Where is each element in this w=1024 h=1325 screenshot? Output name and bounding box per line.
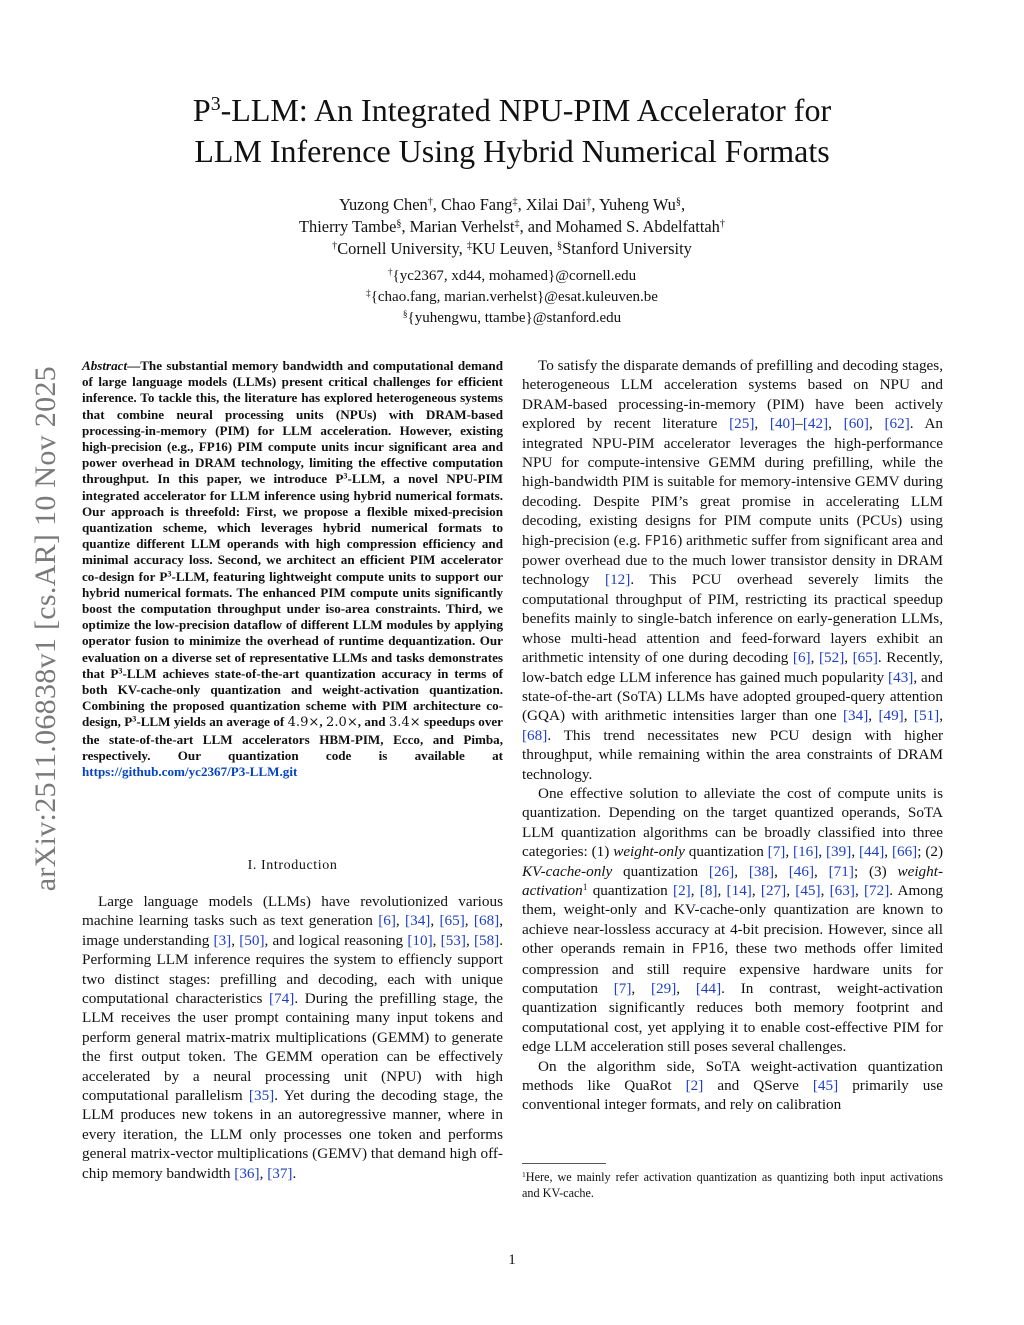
citation: [16] xyxy=(793,843,819,861)
affiliation-mark: † xyxy=(332,240,338,252)
citation: [65] xyxy=(852,649,878,667)
citation: [29] xyxy=(650,980,677,997)
email-addresses: {yuhengwu, ttambe}@stanford.edu xyxy=(407,310,622,326)
citation: [26] xyxy=(708,862,735,880)
citation: [12] xyxy=(605,571,631,589)
citation: [50] xyxy=(239,931,265,949)
text-run: . This trend necessitates new PCU design with higher throughput, while remaining within the area constraints of DRAM technology. xyxy=(522,726,943,783)
separator: , xyxy=(591,195,599,214)
citation: [2] xyxy=(685,1077,704,1095)
citation: [63] xyxy=(829,881,855,899)
affiliation-mark: § xyxy=(557,240,563,252)
speedup-value: 2.0× xyxy=(326,715,358,731)
text-run: . In contrast, weight-activation quantization significantly reduces both memory footprint and computational cost, yet applying it to enable cost-effective PIM for edge LLM acceleration still poses several challenges. xyxy=(522,980,944,1056)
author-name: Mohamed S. Abdelfattah xyxy=(555,217,720,236)
text-run: , xyxy=(259,1164,268,1182)
text-run: , xyxy=(854,881,864,899)
citation: [72] xyxy=(863,881,890,899)
emphasis: weight-only xyxy=(613,843,685,861)
separator: , and xyxy=(519,217,556,236)
separator: , xyxy=(517,195,526,214)
text-run: ) arithmetic suffer from significant area and power overhead due to the much lower transistor density in DRAM technology xyxy=(522,531,944,589)
affiliation-mark: ‡ xyxy=(366,288,371,299)
affiliation-mark: † xyxy=(387,267,393,278)
text-run: , xyxy=(868,707,879,725)
text-run: , xyxy=(868,415,885,433)
author-name: Xilai Dai xyxy=(525,195,587,214)
affiliation-mark: § xyxy=(402,309,408,320)
text-run: . Among them, weight-only and KV-cache-only quantization are known to achieve near-lossless accuracy at 4-bit precision. However, since all other operands remain in xyxy=(522,881,944,958)
text-run: , xyxy=(774,862,789,880)
citation: [42] xyxy=(802,415,829,433)
citation: [44] xyxy=(695,980,722,997)
text-run: Large language models (LLMs) have revolutionized various machine learning tasks such as text generation xyxy=(82,893,503,930)
citation: [45] xyxy=(812,1077,839,1095)
author-name: Chao Fang xyxy=(441,195,513,214)
author-name: Yuheng Wu xyxy=(598,195,676,214)
footnote-divider xyxy=(522,1163,606,1164)
affiliation-name: KU Leuven, xyxy=(471,239,558,258)
text-run: , xyxy=(751,881,761,899)
citation: [6] xyxy=(792,649,811,667)
text-run: , xyxy=(786,881,796,899)
text-run: , xyxy=(734,862,749,880)
text-run: , xyxy=(231,931,240,949)
text-run: , xyxy=(844,649,853,667)
text-run: quantization xyxy=(684,843,768,861)
text-run: , xyxy=(631,980,651,997)
text-run: , and logical reasoning xyxy=(264,931,408,949)
separator: , xyxy=(432,195,441,214)
affiliation-mark: ‡ xyxy=(512,196,518,208)
right-column xyxy=(522,356,943,1115)
text-run: primarily use conventional integer formats, and rely on calibration xyxy=(522,1077,943,1114)
arxiv-identifier-text: arXiv:2511.06838v1 [cs.AR] 10 Nov 2025 xyxy=(29,366,62,892)
text-run: and QServe xyxy=(703,1077,813,1095)
arxiv-identifier-stamp xyxy=(30,366,62,962)
author-line-2 xyxy=(80,216,944,238)
citation: [2] xyxy=(673,881,691,899)
author-name: Yuzong Chen xyxy=(338,195,428,214)
text-run: , xyxy=(828,415,844,433)
text-run: , xyxy=(676,980,696,997)
citation: [68] xyxy=(522,726,548,744)
text-run: , xyxy=(690,881,700,899)
monospace-term: FP16 xyxy=(691,941,725,958)
emphasis: KV-cache-only xyxy=(522,862,613,880)
monospace-term: FP16 xyxy=(644,532,678,549)
citation: [60] xyxy=(843,415,869,433)
citation: [6] xyxy=(378,912,396,930)
affiliation-mark: § xyxy=(675,196,681,208)
text-run: , xyxy=(939,707,944,725)
citation: [34] xyxy=(842,707,869,725)
paragraph xyxy=(82,892,503,1183)
citation: [39] xyxy=(826,843,852,861)
affiliation-name: Stanford University xyxy=(562,239,692,258)
text-run: , xyxy=(430,912,440,930)
citation: [40] xyxy=(769,415,796,433)
text-run: , xyxy=(814,862,829,880)
text-run: , xyxy=(785,843,794,861)
paragraph xyxy=(522,784,943,1057)
citation: [66] xyxy=(891,843,918,861)
email-addresses: {chao.fang, marian.verhelst}@esat.kuleuven.be xyxy=(370,289,658,305)
author-name: Marian Verhelst xyxy=(409,217,515,236)
citation: [14] xyxy=(726,881,752,899)
citation: [7] xyxy=(613,980,632,997)
section-heading-introduction: I. Introduction xyxy=(247,858,338,873)
author-block xyxy=(80,194,944,260)
text-run: , xyxy=(432,931,441,949)
text-run: , xyxy=(717,881,727,899)
footnote-mark: 1 xyxy=(582,882,588,893)
abstract-lead: Abstract xyxy=(82,358,128,373)
text-run: . Yet during the decoding stage, the LLM produces new tokens in an autoregressive manner, where in every iteration, the LLM only processes one token and performs general matrix-vector multiplications (GEMV) that demand high off-chip memory bandwidth xyxy=(82,1087,503,1182)
text-run: , xyxy=(754,415,770,433)
citation: [8] xyxy=(699,881,718,899)
citation: [44] xyxy=(858,843,885,861)
citation: [51] xyxy=(913,707,940,725)
citation: [45] xyxy=(795,881,821,899)
citation: [68] xyxy=(473,912,500,930)
citation: [37] xyxy=(267,1164,293,1182)
text-run: – xyxy=(795,415,803,433)
text-run: ; (3) xyxy=(853,862,898,880)
citation: [36] xyxy=(234,1164,260,1182)
text-run: . Recently, low-batch edge LLM inference has gained much popularity xyxy=(522,649,944,686)
text-run: , xyxy=(810,649,819,667)
footnote: $^1$Here, we mainly refer activation quantization as quantizing both input activations and KV-cache. xyxy=(522,1169,943,1200)
affiliation-mark: ‡ xyxy=(466,240,472,252)
affiliation-mark: † xyxy=(427,196,433,208)
text-run: , xyxy=(395,912,406,930)
text-run: , xyxy=(465,931,474,949)
emphasis: weight-activation xyxy=(522,862,944,899)
author-line-1 xyxy=(80,194,944,216)
citation: [65] xyxy=(439,912,465,930)
citation: [58] xyxy=(473,931,500,949)
citation: [25] xyxy=(729,415,755,433)
citation: [52] xyxy=(818,649,845,667)
affiliation-name: Cornell University, xyxy=(337,239,467,258)
citation: [46] xyxy=(788,862,815,880)
citation: [27] xyxy=(760,881,787,899)
citation: [43] xyxy=(888,668,914,686)
title-line-1: $P^3$-LLM: An Integrated NPU-PIM Accelerator for xyxy=(192,92,832,128)
code-repository-link[interactable]: https://github.com/yc2367/P3-LLM.git xyxy=(82,764,298,780)
speedup-value: 3.4× xyxy=(388,715,421,731)
affiliation-mark: ‡ xyxy=(514,218,520,230)
author-name: Thierry Tambe xyxy=(299,217,397,236)
affiliations xyxy=(80,238,944,260)
citation: [49] xyxy=(878,707,904,725)
email-line xyxy=(80,308,944,329)
page-number: 1 xyxy=(508,1252,516,1268)
email-line xyxy=(80,287,944,308)
citation: [71] xyxy=(828,862,854,880)
text-run: , image understanding xyxy=(82,912,504,949)
citation: [7] xyxy=(767,843,786,861)
text-run: . This PCU overhead severely limits the computational throughput of PIM, restricting its practical speedup benefits mainly to single-batch inference on early-generation LLMs, whose multi-head attention and feed-forward layers exhibit an arithmetic intensity of one during decoding xyxy=(522,571,943,667)
citation: [34] xyxy=(405,912,431,930)
text-run: . xyxy=(292,1164,297,1182)
paragraph xyxy=(522,356,943,784)
text-run: On the algorithm side, SoTA weight-activation quantization methods like QuaRot xyxy=(522,1057,943,1095)
affiliation-mark: † xyxy=(586,196,592,208)
introduction-left-column xyxy=(82,892,503,1183)
title-line-2: LLM Inference Using Hybrid Numerical Formats xyxy=(194,133,830,169)
email-block xyxy=(80,266,944,329)
email-line xyxy=(80,266,944,287)
text-run: , xyxy=(464,912,474,930)
citation: [53] xyxy=(440,931,466,949)
paragraph xyxy=(522,1057,943,1115)
citation: [3] xyxy=(213,931,232,949)
citation: [74] xyxy=(269,990,295,1008)
text-run: . An integrated NPU-PIM accelerator leverages the high-performance NPU for compute-intensive GEMM during prefilling, while the high-bandwidth PIM is suitable for memory-intensive GEMV during decoding. Despite PIM’s great promise in accelerating LLM decoding, existing designs for PIM compute units (PCUs) using high-precision (e.g. xyxy=(522,415,944,549)
text-run: One effective solution to alleviate the cost of compute units is quantization. Depending on the target quantized operands, SoTA LLM quantization algorithms can be broadly classified into three categories: (1) xyxy=(522,784,943,861)
citation: [62] xyxy=(884,415,910,433)
text-run: . Performing LLM inference requires the system to effiencly support two distinct stages: prefilling and decoding, each with unique computational characteristics xyxy=(82,931,504,1008)
paper-title xyxy=(80,90,944,172)
affiliation-mark: † xyxy=(719,218,725,230)
text-run: , xyxy=(884,843,892,861)
text-run: . During the prefilling stage, the LLM receives the user prompt containing many input tokens and perform general matrix-matrix multiplications (GEMM) to generate the first output token. The GEMM operation can be effectively accelerated by a neural processing unit (NPU) with high computational parallelism xyxy=(82,990,503,1105)
text-run: , and state-of-the-art (SoTA) LLMs have adopted grouped-query attention (GQA) with arithmetic intensities larger than one xyxy=(522,668,943,725)
text-run: To satisfy the disparate demands of prefilling and decoding stages, heterogeneous LLM acceleration systems based on NPU and DRAM-based processing-in-memory (PIM) have been actively explored by recent literature xyxy=(522,357,943,433)
email-addresses: {yc2367, xd44, mohamed}@cornell.edu xyxy=(392,268,637,284)
text-run: quantization xyxy=(587,881,674,899)
text-run: , these two methods offer limited compression and still require expensive hardware units for computation xyxy=(522,940,943,997)
text-run: , xyxy=(820,881,830,899)
text-run: ; (2) xyxy=(917,843,944,861)
affiliation-mark: § xyxy=(396,218,402,230)
citation: [10] xyxy=(407,931,433,949)
separator: , xyxy=(680,195,686,214)
text-run: , xyxy=(818,843,826,861)
text-run: , xyxy=(903,707,914,725)
text-run: quantization xyxy=(612,862,709,880)
citation: [35] xyxy=(248,1087,275,1105)
separator: , xyxy=(401,217,410,236)
speedup-value: 4.9× xyxy=(287,715,320,731)
abstract: Abstract—The substantial memory bandwidth and computational demand of large language models (LLMs) present critical challenges for efficient inference. To tackle this, the literature has explored heterogeneous systems that combine neural processing units (NPUs) with DRAM-based processing-in-memory (PIM) for LLM acceleration. However, existing high-precision (e.g., FP16) PIM compute units incur significant area and power overhead in DRAM technology, limiting the effective computation throughput. In this paper, we introduce $P^3$-LLM, a novel NPU-PIM integrated accelerator for LLM inference using hybrid numerical formats. Our approach is threefold: First, we propose a flexible mixed-precision quantization scheme, which leverages hybrid numerical formats to quantize different LLM operands with high compression efficiency and minimal accuracy loss. Second, we architect an efficient PIM accelerator co-design for $P^3$-LLM, featuring lightweight compute units to support our hybrid numerical formats. The enhanced PIM compute units significantly boost the computation throughput under iso-area constraints. Third, we optimize the low-precision dataflow of different LLM modules by applying operator fusion to minimize the overhead of runtime dequantization. Our evaluation on a diverse set of representative LLMs and tasks demonstrates that $P^3$-LLM achieves state-of-the-art quantization accuracy in terms of both KV-cache-only quantization and weight-activation quantization. Combining the proposed quantization scheme with PIM architecture co-design, $P^3$-LLM yields an average of 4.9×, 2.0×, and 3.4× speedups over the state-of-the-art LLM accelerators HBM-PIM, Ecco, and Pimba, respectively. Our quantization code is available at https://github.com/yc2367/P3-LLM.git xyxy=(82,358,504,780)
text-run: , xyxy=(851,843,859,861)
citation: [38] xyxy=(748,862,775,880)
